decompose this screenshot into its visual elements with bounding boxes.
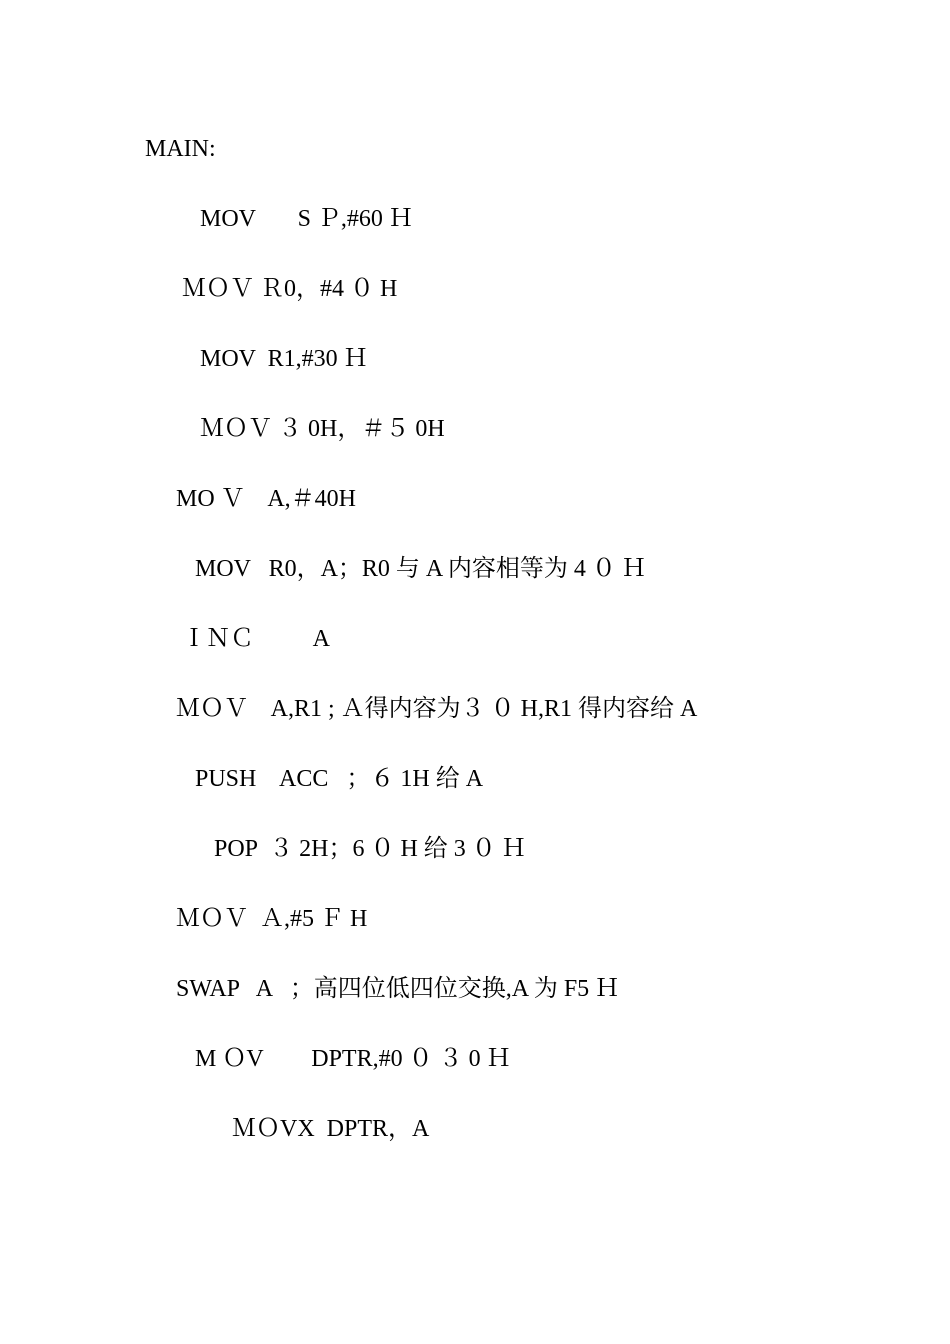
code-line: MOV S Ｐ,#60 Ｈ [200, 206, 413, 232]
code-line: SWAP A ；高四位低四位交换,A 为 F5 Ｈ [176, 976, 620, 1002]
code-line: ＭＯＶ ３ 0H，＃５ 0H [200, 416, 445, 442]
code-line: MOV R0，A；R0 与 A 内容相等为 4 ０ Ｈ [195, 556, 646, 582]
code-line: ＩＮＣ A [182, 626, 331, 652]
code-line: MO Ｖ A,＃40H [176, 486, 357, 512]
code-line: M ＯV DPTR,#0 ０ ３ 0 Ｈ [195, 1046, 511, 1072]
code-line: ＭＯＶ A,R1 ; Ａ得内容为３ ０ H,R1 得内容给 A [176, 696, 698, 722]
code-line: ＭＯＶ Ｒ0，#4 ０ H [182, 276, 398, 302]
code-line: MOV R1,#30 Ｈ [200, 346, 368, 372]
code-line: POP ３ 2H；6 ０ H 给 3 ０ Ｈ [214, 836, 526, 862]
code-line: ＭＯVX DPTR，A [232, 1116, 430, 1142]
code-line: ＭＯＶ Ａ,#5 Ｆ H [176, 906, 368, 932]
code-line-label-main: MAIN: [145, 136, 216, 162]
code-line: PUSH ACC ；６ 1H 给 A [195, 766, 484, 792]
